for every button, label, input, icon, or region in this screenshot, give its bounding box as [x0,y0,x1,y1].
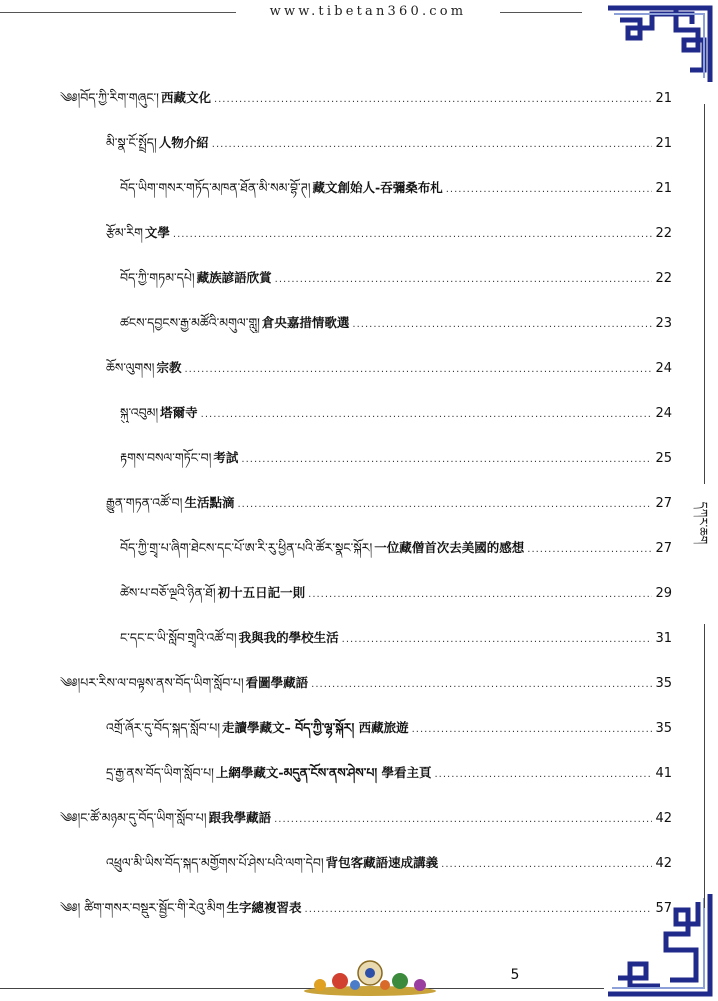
leader-dots [305,900,653,920]
toc-entry-tibetan: ང་དང་ང་ཡི་སློབ་གྲྭའི་འཚོ་བ། [120,630,237,645]
toc-entry-tibetan: ཆོས་ལུགས། [106,360,155,375]
toc-entry-tibetan: ༄༅།པར་རིས་ལ་བལྟས་ནས་བོད་ཡིག་སློབ་པ། [60,675,244,690]
toc-entry[interactable] [106,763,672,783]
toc-entry[interactable] [106,133,672,153]
leader-dots [308,585,652,605]
toc-entry-page: 21 [655,181,672,196]
lotus-ornament-icon [300,957,440,997]
toc-entry-chinese: 宗教 [156,360,182,375]
toc-entry-tibetan: དྲ་རྒྱ་ནས་བོད་ཡིག་སློབ་པ། [106,765,214,780]
toc-entry-page: 57 [655,901,672,916]
toc-entry-chinese: 生字總複習表 [226,900,302,915]
toc-entry-tibetan: རྟགས་བསལ་གཏོང་བ། [120,450,212,465]
toc-entry-page: 41 [655,766,672,781]
toc-entry-tibetan: བོད་ཡིག་གསར་གཏོད་མཁན་ཐོན་མི་སམ་བྷོ་ཊ། [120,180,311,195]
leader-dots [214,90,653,110]
toc-entry-tibetan: བོད་ཀྱི་གྲྭ་པ་ཞིག་ཐེངས་དང་པོ་ཨ་རི་རུ་ཕྱིན་པའི་ཚོར་སྣང་སྐོར། [120,540,373,555]
leader-dots [237,495,652,515]
toc-entry-tibetan: ༄༅།བོད་ཀྱི་རིག་གཞུང་། [60,90,159,105]
toc-entry-chinese: 背包客藏語速成講義 [325,855,439,870]
toc-entry-chinese: 考試 [213,450,239,465]
leader-dots [275,270,653,290]
site-url: www.tibetan360.com [269,4,467,19]
toc-entry[interactable] [60,808,672,828]
toc-entry-tibetan: འཕྲུལ་མི་ཡིས་བོད་སྐད་མགྱོགས་པོ་ཤེས་པའི་ལག་དེབ། [106,855,324,870]
toc-entry[interactable] [106,358,672,378]
toc-entry[interactable] [120,628,672,648]
toc-entry[interactable] [106,493,672,513]
toc-entry-page: 42 [655,856,672,871]
toc-entry-tibetan: སྐུ་འབུམ། [120,405,159,420]
toc-entry[interactable] [106,853,672,873]
toc-entry-page: 24 [655,361,672,376]
leader-dots [173,225,653,245]
toc-entry-chinese: 我與我的學校生活 [238,630,339,645]
toc-entry[interactable] [120,538,672,558]
side-label-text: དཀར་ཆག [696,501,711,545]
toc-entry-chinese: 藏族諺語欣賞 [196,270,272,285]
toc-entry-page: 31 [655,631,672,646]
leader-dots [352,315,652,335]
toc-entry-chinese: 初十五日記一則 [217,585,306,600]
toc-entry-chinese: 走讀學藏文– བོད་ཀྱི་ལྷ་སྐོར། 西藏旅遊 [222,720,409,735]
leader-dots [274,810,652,830]
leader-dots [446,180,653,200]
toc-entry-chinese: 倉央嘉措情歌選 [261,315,350,330]
toc-entry-page: 42 [655,811,672,826]
toc-entry[interactable] [120,403,672,423]
side-label [688,492,710,554]
page-number: 5 [510,967,520,983]
toc-entry[interactable] [120,448,672,468]
toc-entry-chinese: 人物介紹 [158,135,209,150]
toc-entry-page: 27 [655,496,672,511]
leader-dots [342,630,653,650]
leader-dots [435,765,653,785]
toc-entry-tibetan: རྩོམ་རིག [106,225,143,240]
toc-entry-chinese: 跟我學藏語 [208,810,272,825]
toc-entry-tibetan: ཚངས་དབྱངས་རྒྱ་མཚོའི་མགུལ་གླུ། [120,315,260,330]
leader-dots [527,540,652,560]
toc-entry-tibetan: ༄༅། ཚིག་གསར་བསྡུར་སྦྱོང་གི་རེའུ་མིག [60,900,225,915]
leader-dots [212,135,653,155]
toc-entry-tibetan: རྒྱུན་གཏན་འཚོ་བ། [106,495,183,510]
toc-entry-chinese: 看圖學藏語 [245,675,309,690]
side-rule-upper [704,104,705,484]
toc-entry[interactable] [60,673,672,693]
toc-entry[interactable] [106,718,672,738]
toc-entry-page: 35 [655,721,672,736]
leader-dots [311,675,652,695]
toc-entry[interactable] [106,223,672,243]
toc-entry-chinese: 一位藏僧首次去美國的感想 [374,540,525,555]
toc-entry-chinese: 西藏文化 [160,90,211,105]
toc-entry-tibetan: བོད་ཀྱི་གཏམ་དཔེ། [120,270,195,285]
toc-entry-tibetan: མི་སྣ་ངོ་སྤྲོད། [106,135,157,150]
leader-dots [201,405,653,425]
toc-entry[interactable] [120,268,672,288]
toc-entry[interactable] [120,313,672,333]
toc-entry-page: 35 [655,676,672,691]
toc-entry[interactable] [60,88,672,108]
leader-dots [412,720,653,740]
toc-entry-tibetan: ཚེས་པ་བཅོ་ལྔའི་ཉིན་ཐོ། [120,585,216,600]
toc-entry-tibetan: འགྲོ་ཞོར་དུ་བོད་སྐད་སློབ་པ། [106,720,220,735]
toc-entry-chinese: 塔爾寺 [160,405,198,420]
toc-entry[interactable] [60,898,672,918]
toc-entry-page: 23 [655,316,672,331]
toc-entry-chinese: 藏文創始人-吞彌桑布札 [312,180,443,195]
toc-entry[interactable] [120,178,672,198]
toc-entry[interactable] [120,583,672,603]
side-rule-lower [704,624,705,908]
toc-entry-chinese: 上網學藏文-མདུན་ངོས་ནས་ཤེས་པ། 學看主頁 [215,765,432,780]
toc-entry-tibetan: ༄༅།ང་ཚོ་མཉམ་དུ་བོད་ཡིག་སློབ་པ། [60,810,207,825]
toc-entry-chinese: 生活點滴 [184,495,235,510]
toc-entry-page: 22 [655,271,672,286]
toc-entry-page: 27 [655,541,672,556]
toc-entry-page: 29 [655,586,672,601]
toc-entry-page: 25 [655,451,672,466]
toc-entry-chinese: 文學 [144,225,170,240]
toc-entry-page: 21 [655,91,672,106]
toc-entry-page: 22 [655,226,672,241]
leader-dots [184,360,652,380]
toc-entry-page: 24 [655,406,672,421]
toc-entry-page: 21 [655,136,672,151]
leader-dots [441,855,652,875]
leader-dots [241,450,652,470]
